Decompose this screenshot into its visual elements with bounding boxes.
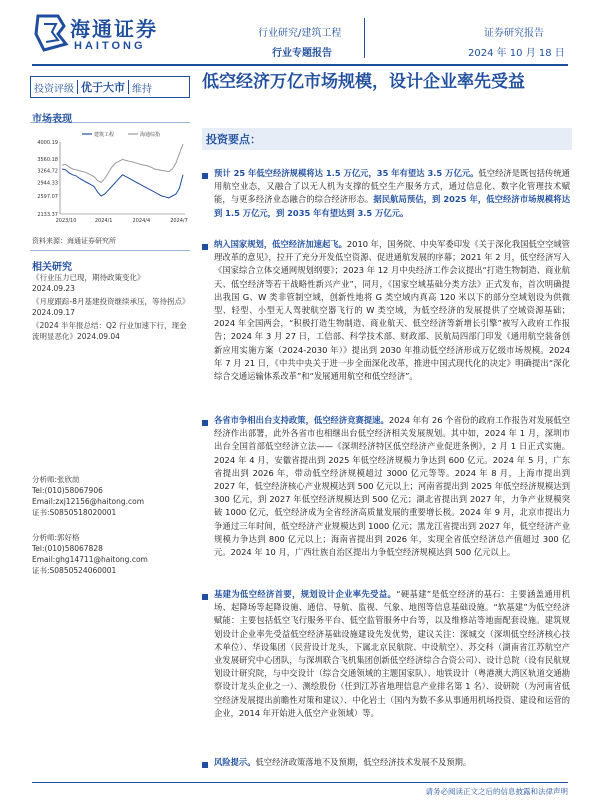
legend-label: 建筑工程 bbox=[94, 132, 115, 138]
series-line-海通综指 bbox=[62, 144, 183, 183]
bullet-icon bbox=[202, 762, 208, 768]
analyst-tel: Tel:(010)58067906 bbox=[32, 486, 103, 495]
report-date: 2024 年 10 月 18 日 bbox=[468, 48, 565, 59]
y-tick-label: 2944.33 bbox=[37, 180, 58, 187]
kp-paragraph-5: 风险提示。低空经济政策落地不及预期，低空经济技术发展不及预期。 bbox=[214, 757, 472, 767]
related-item[interactable]: 《行业压力已现，期待政策变化》 2024.09.23 bbox=[32, 273, 145, 293]
rating-box bbox=[30, 76, 190, 98]
related-list bbox=[32, 272, 190, 344]
report-category: 行业研究/建筑工程 bbox=[258, 28, 342, 39]
kp-paragraph-2: 纳入国家规划，低空经济加速起飞。2010 年，国务院、中央军委印发《关于深化我国低空空域管理改革的意见》，拉开了充分开发低空资源、促进通航发展的序幕；2021 年 2 月，低空经济写入《国家综合立体交通网规划纲要》；2023 年 12 月中央经济工作会议提出“打造生物制造、商业航天、低空经济等若干战略性新兴产业”，同月，《国家空域基础分类方法》正式发布，首次明确提出我国 G、W 类非管制空域，创新性地将 G 类空域内真高 120 米以下的部分空域划设为供微型、轻型、小型无人驾驶航空器飞行的 W 类空域，为低空经济的发展提供了空域资源基础；2024 年全国两会，“积极打造生物制造、商业航天、低空经济等新增长引擎”被写入政府工作报告；2024 年 3 月 27 日，工信部、科学技术部、财政部、民航局四部门印发《通用航空装备创新应用实施方案（2024-2030 年）》提出到 2030 年推动低空经济形成万亿级市场规模。2024 年 7 月 21 日，《中共中央关于进一步全面深化改革，推进中国式现代化的决定》明确提出“深化综合交通运输体系改革”和“发展通用航空和低空经济”。 bbox=[214, 239, 570, 382]
header-divider bbox=[364, 18, 365, 58]
rating-value: 优于大市 bbox=[81, 81, 125, 94]
kp-paragraph-3: 各省市争相出台支持政策，低空经济竞赛提速。2024 年有 26 个省份的政府工作报告对发展低空经济作出部署，此外各省市也相继出台低空经济相关发展规划。其中如，2024 年 1 月，深圳市出台全国首部低空经济立法——《深圳经济特区低空经济产业促进条例》，2 月 1 日正式实施。2024 年 4 月，安徽省提出到 2025 年低空经济规模力争达到 600 亿元。2024 年 5 月，广东省提出到 2026 年，带动低空经济规模超过 3000 亿元等等。2024 年 8 月，上海市提出到 2027 年，低空经济核心产业规模达到 500 亿元以上；河南省提出到 2025 年低空经济规模达到 300 亿元，到 2027 年低空经济规模达到 500 亿元；湖北省提出到 2027 年，力争产业规模突破 1000 亿元，低空经济成为全省经济高质量发展的重要增长极。2024 年 9 月，北京市提出力争通过三年时间，低空经济产业规模达到 1000 亿元；黑龙江省提出到 2027 年，低空经济产业规模力争达到 800 亿元以上；海南省提出到 2026 年，实现全省低空经济总产值超过 300 亿元。2024 年 10 月，广西壮族自治区提出力争低空经济规模达到 500 亿元以上。 bbox=[214, 415, 570, 558]
header-rule bbox=[32, 64, 568, 66]
x-tick-label: 2024/7 bbox=[170, 218, 188, 224]
series-line-建筑工程 bbox=[62, 169, 183, 198]
analyst-tel: Tel:(010)58067828 bbox=[32, 544, 103, 553]
analyst-cert: 证书:S0850518020001 bbox=[32, 508, 117, 517]
bullet-icon bbox=[202, 420, 208, 426]
footer-disclaimer: 请务必阅读正文之后的信息披露和法律声明 bbox=[425, 787, 568, 796]
analyst-cert: 证书:S0850524060001 bbox=[32, 566, 117, 575]
x-tick-label: 2024/4 bbox=[132, 218, 151, 224]
related-heading: 相关研究 bbox=[32, 262, 72, 273]
bullet-icon bbox=[202, 594, 208, 600]
analyst-name: 分析师:张欣劼 bbox=[32, 475, 80, 484]
legend-label: 海通综指 bbox=[140, 132, 161, 138]
y-tick-label: 2597.07 bbox=[37, 194, 58, 201]
bullet-icon bbox=[202, 244, 208, 250]
analyst-list bbox=[32, 474, 190, 590]
kp-paragraph-4: 基建为低空经济首要，规划设计企业率先受益。“硬基建”是低空经济的基石：主要涵盖通用机场、起降场等起降设施、通信、导航、监视、气象、地图等信息基础设施。“软基建”为低空经济赋能：主要包括低空飞行服务平台、低空监管服务中台等，以及维修站等地面配套设施。建筑规划设计企业率先受益低空经济基础设施建设先发优势，建议关注：深城交（深圳低空经济核心技术单位）、华设集团（民营设计龙头，下属北京民航院、中设航空）、苏交科（湖南省江苏航空产业发展研究中心团队，与深圳联合飞机集团创新低空经济综合合资公司）、设计总院（设有民航规划设计研究院，与中交设计（综合交通领域的主题国家队）、地铁设计（粤港澳大湾区轨道交通勘察设计龙头企业之一）、测绘股份（任到江苏省地理信息产业排名第 1 名）、设研院（为河南省低空经济发展提出前瞻性对策和建议）、中化岩土（国内为数不多从事通用机场投资、建设和运营的企业，2014 年开始进入低空产业领域）等。 bbox=[214, 589, 570, 718]
analyst-email[interactable]: Email:ghg14711@haitong.com bbox=[32, 555, 148, 564]
y-tick-label: 3264.72 bbox=[37, 168, 58, 175]
market-heading: 市场表现 bbox=[32, 114, 72, 125]
rating-label: 投资评级 bbox=[34, 83, 74, 95]
key-points-heading: 投资要点： bbox=[206, 133, 261, 146]
x-tick-label: 2024/1 bbox=[94, 218, 113, 224]
market-chart bbox=[30, 128, 190, 230]
x-tick-label: 2023/10 bbox=[55, 218, 77, 224]
y-tick-label: 3560.18 bbox=[37, 156, 58, 163]
left-rule bbox=[30, 250, 190, 251]
footer-rule bbox=[32, 782, 568, 783]
bullet-icon bbox=[202, 173, 208, 179]
chart-source: 资料来源：海通证券研究所 bbox=[32, 237, 116, 245]
related-item[interactable]: 《月度跟踪-8月基建投资继续承压，等待拐点》 2024.09.17 bbox=[32, 297, 190, 317]
report-type: 行业专题报告 bbox=[272, 48, 332, 59]
page-title: 低空经济万亿市场规模，设计企业率先受益 bbox=[202, 72, 525, 92]
analyst-card bbox=[32, 532, 190, 576]
kp-paragraph-1: 预计 25 年低空经济规模将达 1.5 万亿元，35 年有望达 3.5 万亿元。低空经济是既包括传统通用航空业态，又融合了以无人机为支撑的低空生产服务方式，通过信息化、数字化管理技术赋能，与更多经济业态融合的综合经济形态。据民航局预估，到 2025 年，低空经济市场规模将达到 1.5 万亿元，到 2035 年有望达到 3.5 万亿元。 bbox=[214, 168, 570, 218]
logo-text-en: HAITONG bbox=[74, 40, 146, 52]
analyst-card bbox=[32, 474, 190, 518]
y-tick-label: 4000.19 bbox=[37, 140, 58, 146]
logo-text-cn: 海通证券 bbox=[70, 17, 158, 41]
rating-action: 维持 bbox=[132, 83, 152, 95]
analyst-email[interactable]: Email:zxj12156@haitong.com bbox=[32, 497, 145, 506]
y-tick-label: 2133.37 bbox=[37, 212, 58, 218]
related-item[interactable]: 《2024 半年报总结：Q2 行业加速下行，现金流明显恶化》2024.09.04 bbox=[32, 321, 187, 341]
analyst-name: 分析师:郭好格 bbox=[32, 533, 80, 542]
brand-report: 证券研究报告 bbox=[484, 28, 544, 39]
